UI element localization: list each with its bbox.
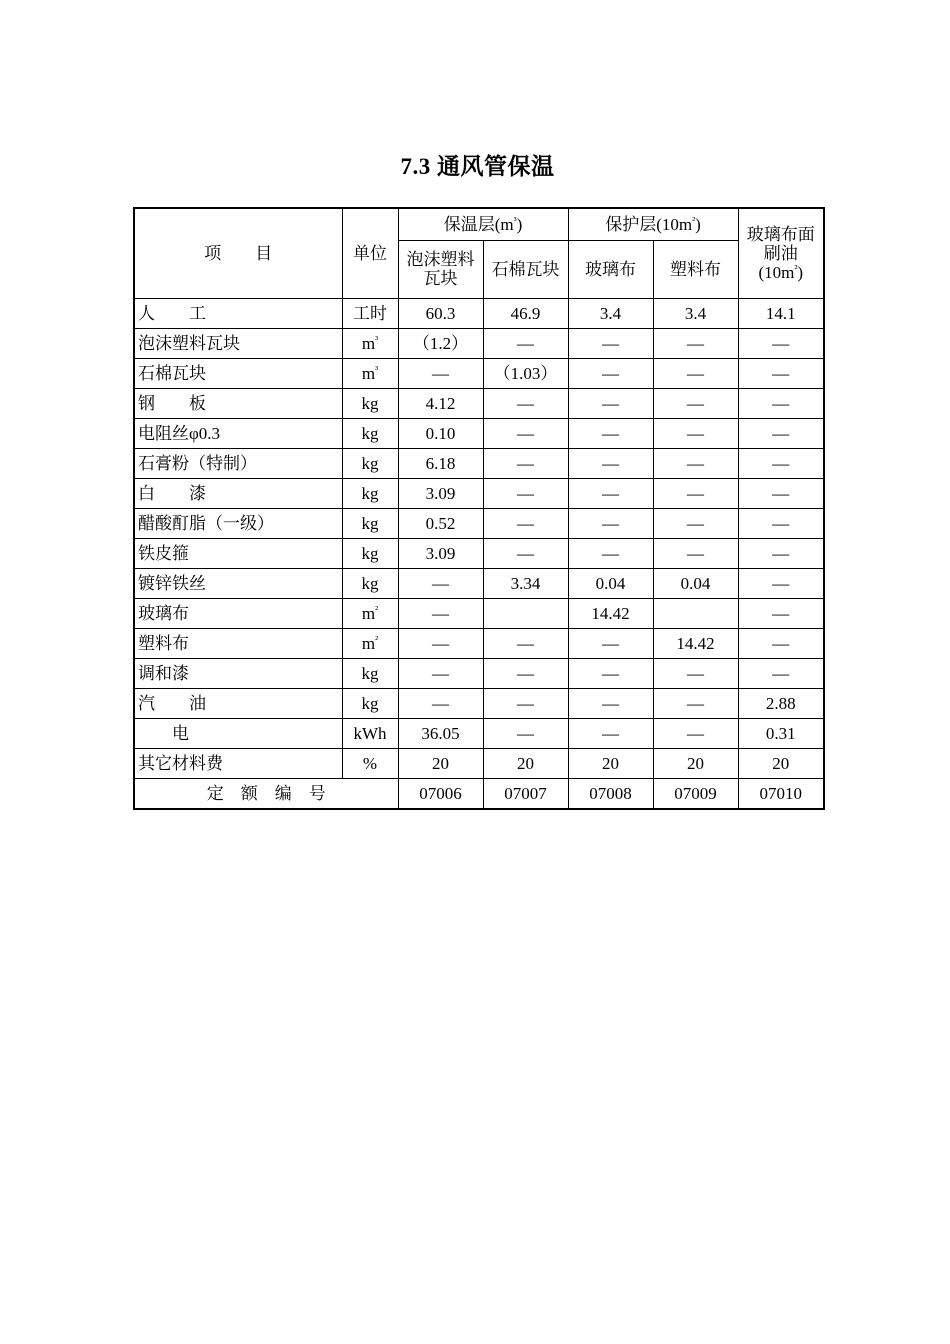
table-row	[134, 688, 824, 718]
row-item-name: 钢 板	[134, 388, 342, 418]
row-value-cell: 20	[653, 748, 738, 778]
row-unit: kWh	[342, 718, 398, 748]
row-value-cell: —	[568, 328, 653, 358]
row-unit: %	[342, 748, 398, 778]
quota-code-cell: 07010	[738, 778, 824, 809]
row-item-name: 石膏粉（特制）	[134, 448, 342, 478]
header-asbestos-tile: 石棉瓦块	[483, 240, 568, 298]
row-value-cell: 3.09	[398, 538, 483, 568]
quota-code-cell: 07007	[483, 778, 568, 809]
row-value-cell: —	[483, 418, 568, 448]
table-row	[134, 598, 824, 628]
row-value-cell: —	[738, 418, 824, 448]
row-item-name: 铁皮箍	[134, 538, 342, 568]
row-value-cell: 0.04	[568, 568, 653, 598]
row-unit: kg	[342, 538, 398, 568]
header-protection-group: 保护层$(10m^{^2})$	[568, 208, 738, 240]
row-item-name: 醋酸酊脂（一级）	[134, 508, 342, 538]
row-value-cell: —	[483, 478, 568, 508]
row-value-cell: —	[568, 508, 653, 538]
row-item-name: 电	[134, 718, 342, 748]
row-unit: kg	[342, 418, 398, 448]
row-value-cell: —	[568, 658, 653, 688]
table-row	[134, 748, 824, 778]
row-value-cell: 6.18	[398, 448, 483, 478]
row-unit: kg	[342, 568, 398, 598]
row-unit: kg	[342, 508, 398, 538]
row-value-cell: （1.2）	[398, 328, 483, 358]
row-value-cell: —	[738, 478, 824, 508]
row-value-cell: —	[483, 688, 568, 718]
row-value-cell: —	[568, 358, 653, 388]
table-row	[134, 508, 824, 538]
row-value-cell: —	[653, 658, 738, 688]
row-unit: $m^{^2}$	[342, 628, 398, 658]
row-value-cell: —	[483, 448, 568, 478]
row-value-cell: —	[738, 598, 824, 628]
header-glass-cloth-paint: 玻璃布面 刷油 $(10m^{^2})$	[738, 208, 824, 298]
row-value-cell: —	[568, 478, 653, 508]
row-value-cell: 3.09	[398, 478, 483, 508]
row-value-cell: —	[568, 628, 653, 658]
row-value-cell: —	[398, 598, 483, 628]
row-value-cell: —	[398, 658, 483, 688]
quota-code-cell: 07006	[398, 778, 483, 809]
header-plastic-cloth: 塑料布	[653, 240, 738, 298]
row-value-cell: —	[568, 718, 653, 748]
row-item-name: 白 漆	[134, 478, 342, 508]
header-glass-cloth: 玻璃布	[568, 240, 653, 298]
row-value-cell: 14.42	[568, 598, 653, 628]
row-value-cell: —	[738, 538, 824, 568]
quota-code-cell: 07009	[653, 778, 738, 809]
row-value-cell: 60.3	[398, 298, 483, 328]
row-item-name: 石棉瓦块	[134, 358, 342, 388]
table-row	[134, 478, 824, 508]
header-unit: 单位	[342, 208, 398, 298]
table-row	[134, 448, 824, 478]
row-value-cell	[483, 598, 568, 628]
row-value-cell: —	[738, 568, 824, 598]
row-item-name: 塑料布	[134, 628, 342, 658]
table-body	[134, 298, 824, 778]
table-row	[134, 568, 824, 598]
row-item-name: 镀锌铁丝	[134, 568, 342, 598]
header-foam-tile: 泡沫塑料 瓦块	[398, 240, 483, 298]
header-item: 项 目	[134, 208, 342, 298]
row-value-cell: 3.4	[653, 298, 738, 328]
table-row	[134, 298, 824, 328]
row-unit: 工时	[342, 298, 398, 328]
row-value-cell: 4.12	[398, 388, 483, 418]
row-value-cell: —	[653, 478, 738, 508]
row-value-cell: —	[483, 328, 568, 358]
row-value-cell: 2.88	[738, 688, 824, 718]
row-value-cell: —	[653, 358, 738, 388]
table-row	[134, 358, 824, 388]
row-value-cell: —	[738, 508, 824, 538]
row-value-cell: —	[653, 688, 738, 718]
row-item-name: 调和漆	[134, 658, 342, 688]
row-value-cell: 20	[398, 748, 483, 778]
row-value-cell: —	[568, 688, 653, 718]
row-value-cell: —	[483, 388, 568, 418]
row-value-cell: —	[738, 358, 824, 388]
row-item-name: 汽 油	[134, 688, 342, 718]
row-value-cell: —	[398, 568, 483, 598]
row-value-cell: —	[568, 388, 653, 418]
row-value-cell: 0.52	[398, 508, 483, 538]
row-unit: kg	[342, 688, 398, 718]
row-value-cell: （1.03）	[483, 358, 568, 388]
row-value-cell: 20	[568, 748, 653, 778]
row-value-cell: 3.4	[568, 298, 653, 328]
row-value-cell: —	[738, 388, 824, 418]
row-value-cell: —	[738, 658, 824, 688]
row-item-name: 其它材料费	[134, 748, 342, 778]
row-unit: $m^{^2}$	[342, 598, 398, 628]
table-row	[134, 418, 824, 448]
row-unit: kg	[342, 478, 398, 508]
row-value-cell: 36.05	[398, 718, 483, 748]
row-value-cell: —	[653, 418, 738, 448]
row-value-cell: 3.34	[483, 568, 568, 598]
row-value-cell: 14.1	[738, 298, 824, 328]
row-value-cell: 46.9	[483, 298, 568, 328]
table-row	[134, 538, 824, 568]
row-value-cell: 0.31	[738, 718, 824, 748]
row-value-cell: —	[483, 538, 568, 568]
row-value-cell: —	[483, 718, 568, 748]
row-item-name: 人 工	[134, 298, 342, 328]
row-value-cell	[653, 598, 738, 628]
row-value-cell: —	[568, 418, 653, 448]
row-value-cell: —	[653, 538, 738, 568]
row-value-cell: —	[568, 448, 653, 478]
quota-code-label: 定 额 编 号	[134, 778, 398, 809]
row-unit: kg	[342, 388, 398, 418]
row-value-cell: 0.10	[398, 418, 483, 448]
row-value-cell: —	[398, 358, 483, 388]
row-item-name: 电阻丝φ0.3	[134, 418, 342, 448]
row-value-cell: —	[653, 448, 738, 478]
row-value-cell: —	[653, 388, 738, 418]
row-item-name: 玻璃布	[134, 598, 342, 628]
row-value-cell: —	[738, 448, 824, 478]
row-value-cell: —	[483, 658, 568, 688]
row-value-cell: —	[483, 508, 568, 538]
row-value-cell: 0.04	[653, 568, 738, 598]
table-row	[134, 718, 824, 748]
row-item-name: 泡沫塑料瓦块	[134, 328, 342, 358]
row-value-cell: —	[738, 628, 824, 658]
table-row	[134, 328, 824, 358]
row-unit: $m^{^3}$	[342, 358, 398, 388]
row-value-cell: —	[738, 328, 824, 358]
row-value-cell: —	[483, 628, 568, 658]
quota-code-cell: 07008	[568, 778, 653, 809]
row-value-cell: —	[653, 328, 738, 358]
table-row	[134, 388, 824, 418]
table-row	[134, 628, 824, 658]
row-value-cell: 14.42	[653, 628, 738, 658]
page-title: 7.3 通风管保温	[400, 154, 555, 179]
row-value-cell: 20	[738, 748, 824, 778]
row-value-cell: —	[653, 508, 738, 538]
row-value-cell: —	[398, 628, 483, 658]
row-value-cell: —	[653, 718, 738, 748]
row-unit: kg	[342, 448, 398, 478]
quota-table	[133, 207, 825, 810]
row-unit: $m^{^3}$	[342, 328, 398, 358]
table-row	[134, 658, 824, 688]
row-unit: kg	[342, 658, 398, 688]
row-value-cell: —	[568, 538, 653, 568]
row-value-cell: 20	[483, 748, 568, 778]
row-value-cell: —	[398, 688, 483, 718]
header-insulation-group: 保温层$(m^{^3})$	[398, 208, 568, 240]
